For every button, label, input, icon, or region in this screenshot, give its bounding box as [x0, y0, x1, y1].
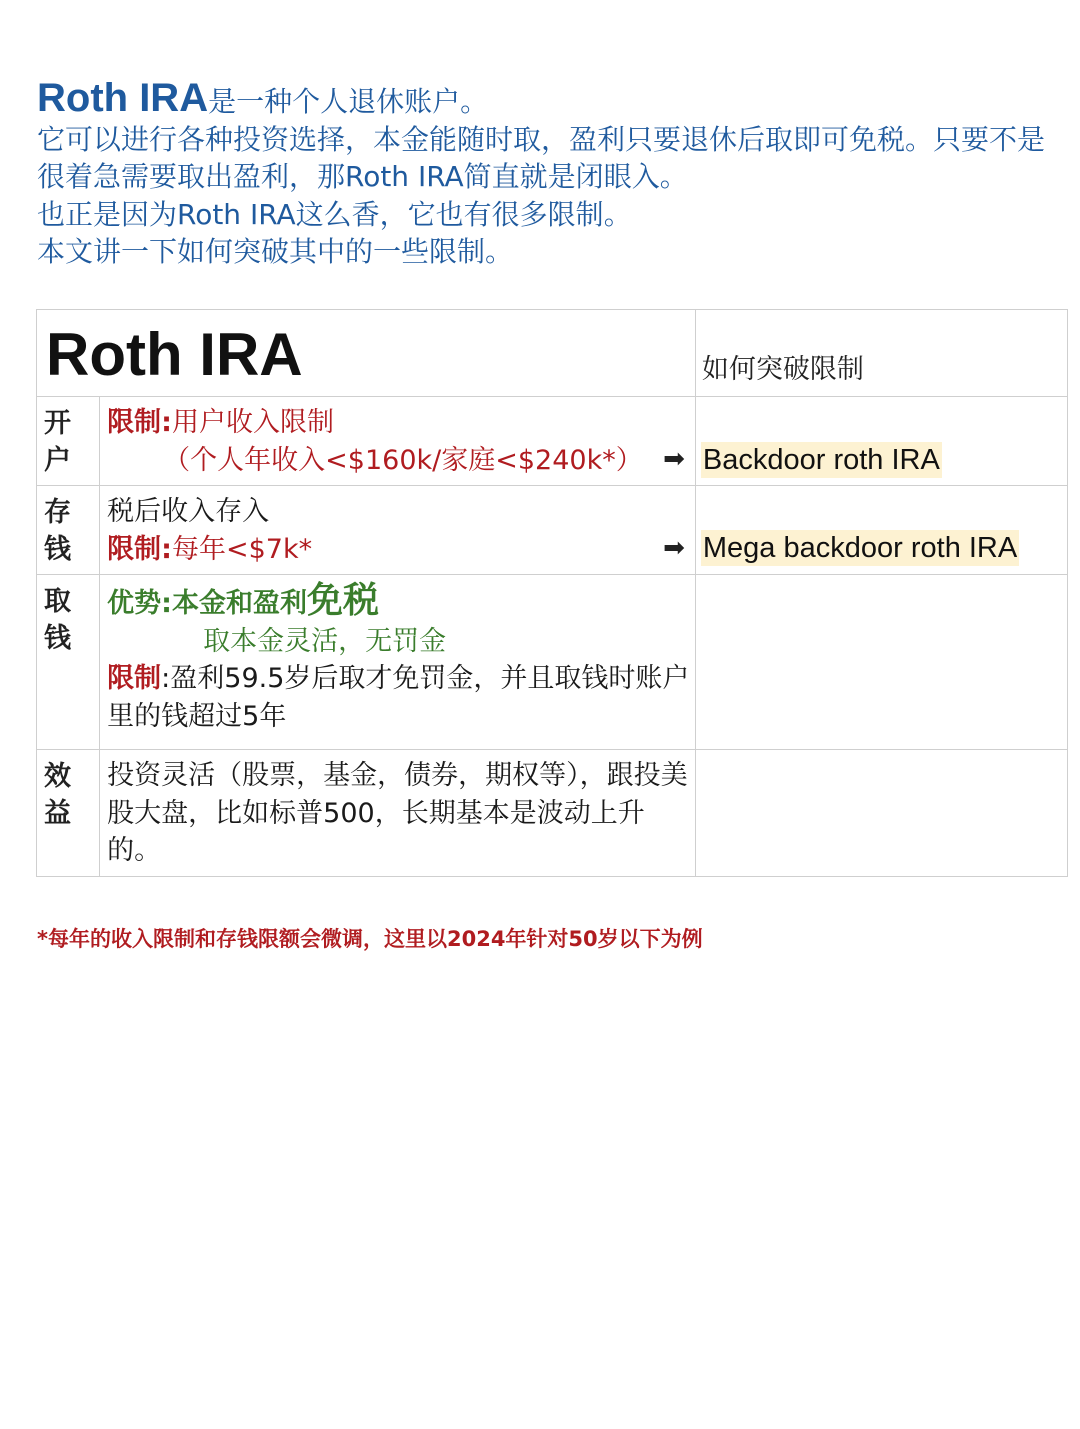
table-header-row — [37, 310, 1068, 397]
intro-line-2: 它可以进行各种投资选择，本金能随时取，盈利只要退休后取即可免税。只要不是很着急需要取出盈利，那Roth IRA简直就是闭眼入。 — [37, 122, 1046, 193]
limit-tag: 限制 — [107, 663, 162, 694]
roth-ira-table — [36, 309, 1068, 877]
row-main-cell — [100, 750, 696, 877]
limit-text: 用户收入限制 — [171, 407, 334, 438]
row-label: 取钱 — [44, 586, 71, 654]
limit-tag: 限制 — [107, 533, 162, 565]
row-main: 税后收入存入 限制:每年<$7k* ➡ — [100, 486, 695, 574]
row-side-cell — [695, 397, 1067, 486]
right-arrow-icon: ➡ — [663, 533, 685, 563]
row-text: 税后收入存入 — [107, 496, 270, 527]
limit-tag: 限制 — [107, 407, 162, 438]
advantage-text: 本金和盈利 — [171, 588, 307, 619]
solution-backdoor-roth: Backdoor roth IRA — [702, 444, 940, 476]
table-title: Roth IRA — [46, 321, 303, 388]
row-label-cell — [37, 486, 100, 575]
row-main: 投资灵活（股票，基金，债券，期权等），跟投美股大盘，比如标普500，长期基本是波动上升的。 — [107, 760, 688, 866]
row-main-cell — [100, 575, 696, 750]
intro-line-4: 本文讲一下如何突破其中的一些限制。 — [37, 235, 514, 268]
table-row — [37, 575, 1068, 750]
row-main: 优势:本金和盈利免税 取本金灵活，无罚金 限制:盈利59.5岁后取才免罚金，并且取钱时账户里的钱超过5年 — [100, 575, 695, 741]
table-title-cell — [37, 310, 696, 397]
row-label-cell — [37, 397, 100, 486]
advantage-line-2: 取本金灵活，无罚金 — [203, 625, 447, 657]
row-side-cell — [695, 486, 1067, 575]
row-label-cell — [37, 750, 100, 877]
intro-line-3: 也正是因为Roth IRA这么香，它也有很多限制。 — [37, 197, 632, 231]
side-header-cell — [695, 310, 1067, 397]
row-label: 开户 — [44, 408, 71, 476]
row-main-cell — [100, 397, 696, 486]
income-limit-detail: （个人年收入<$160k/家庭<$240k*） — [163, 444, 643, 476]
limit-text: 每年<$7k* — [171, 533, 313, 565]
limit-text: 盈利59.5岁后取才免罚金，并且取钱时账户里的钱超过5年 — [107, 663, 690, 732]
row-label-cell — [37, 575, 100, 750]
advantage-highlight: 免税 — [306, 580, 379, 621]
row-side-cell — [695, 575, 1067, 750]
row-side-cell — [695, 750, 1067, 877]
table-row — [37, 486, 1068, 575]
intro-paragraph — [37, 76, 1047, 271]
advantage-tag: 优势 — [107, 588, 162, 619]
table-row — [37, 397, 1068, 486]
right-arrow-icon: ➡ — [663, 444, 685, 474]
table-row — [37, 750, 1068, 877]
intro-line-1 — [37, 76, 1047, 121]
intro-line-1-rest: 是一种个人退休账户。 — [208, 85, 489, 118]
footnote: *每年的收入限制和存钱限额会微调，这里以2024年针对50岁以下为例 — [37, 927, 703, 951]
intro-brand: Roth IRA — [37, 76, 209, 120]
side-header: 如何突破限制 — [701, 354, 864, 385]
row-main-cell — [100, 486, 696, 575]
row-main: 限制:用户收入限制 （个人年收入<$160k/家庭<$240k*） ➡ — [100, 397, 695, 485]
solution-mega-backdoor-roth: Mega backdoor roth IRA — [702, 532, 1018, 564]
row-label: 存钱 — [44, 497, 71, 565]
row-label: 效益 — [44, 761, 71, 829]
